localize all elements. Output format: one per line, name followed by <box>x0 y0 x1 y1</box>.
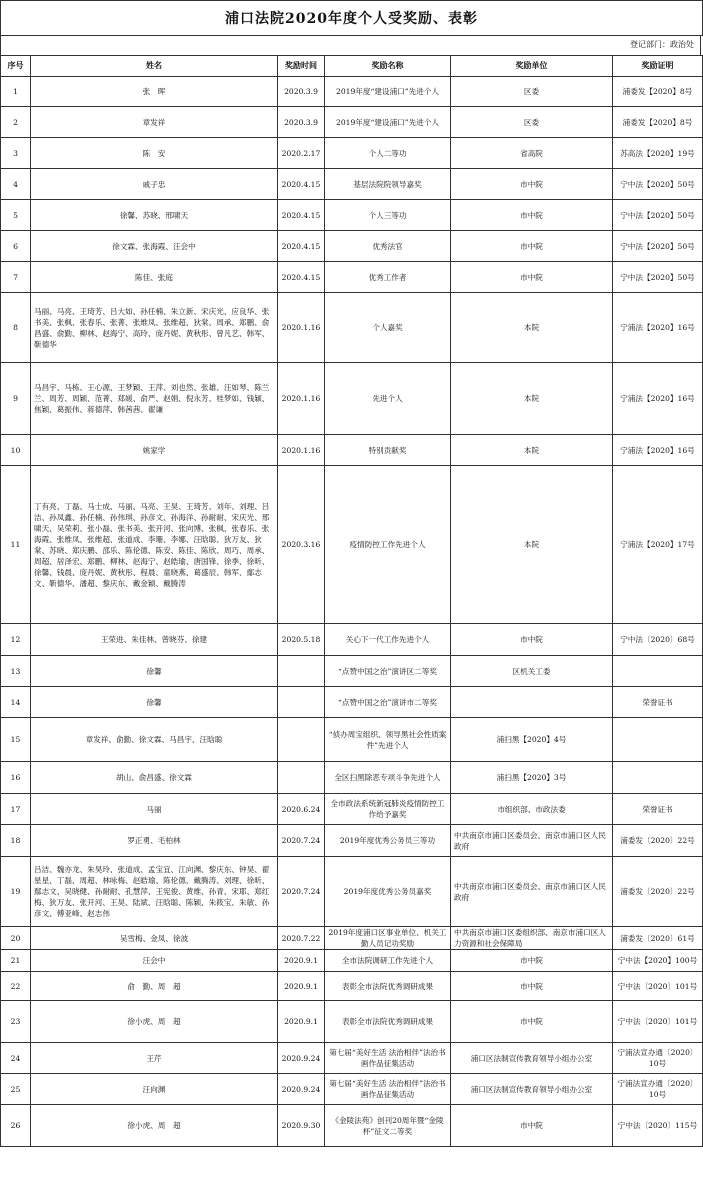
header-proof: 奖励证明 <box>613 56 703 77</box>
cell-no: 22 <box>1 972 31 1001</box>
table-row <box>1 687 703 718</box>
cell-name: 章发祥、俞勤、徐文霖、马昌宇、汪晗聪 <box>31 718 278 762</box>
cell-proof: 宁中法【2020】50号 <box>613 262 703 293</box>
cell-proof: 宁浦法宣办通〔2020〕10号 <box>613 1074 703 1105</box>
cell-unit: 市中院 <box>451 200 613 231</box>
cell-date: 2020.4.15 <box>278 262 325 293</box>
cell-award: 特别贡献奖 <box>325 435 451 466</box>
table-row <box>1 794 703 825</box>
table-row <box>1 107 703 138</box>
cell-no: 7 <box>1 262 31 293</box>
cell-proof: 宁中法〔2020〕101号 <box>613 972 703 1001</box>
cell-proof: 宁浦法宣办通〔2020〕10号 <box>613 1043 703 1074</box>
cell-date <box>278 656 325 687</box>
cell-proof: 浦委发〔2020〕22号 <box>613 857 703 927</box>
cell-proof: 宁浦法【2020】16号 <box>613 435 703 466</box>
cell-unit <box>451 687 613 718</box>
cell-award: 全区扫黑除恶专项斗争先进个人 <box>325 762 451 794</box>
cell-proof: 宁中法【2020】100号 <box>613 950 703 972</box>
cell-no: 25 <box>1 1074 31 1105</box>
cell-proof: 宁中法【2020】50号 <box>613 200 703 231</box>
cell-proof: 浦委发〔2020〕22号 <box>613 825 703 857</box>
cell-no: 4 <box>1 169 31 200</box>
cell-no: 1 <box>1 77 31 107</box>
cell-unit: 省高院 <box>451 138 613 169</box>
cell-no: 23 <box>1 1001 31 1043</box>
cell-unit: 市中院 <box>451 231 613 262</box>
cell-date: 2020.7.24 <box>278 857 325 927</box>
cell-proof <box>613 762 703 794</box>
cell-date: 2020.3.9 <box>278 107 325 138</box>
cell-proof <box>613 656 703 687</box>
cell-proof: 宁浦法【2020】17号 <box>613 466 703 624</box>
cell-no: 15 <box>1 718 31 762</box>
table-header-row <box>1 56 703 77</box>
table-row <box>1 293 703 363</box>
page-title: 浦口法院2020年度个人受奖励、表彰 <box>0 0 703 36</box>
cell-award: 优秀法官 <box>325 231 451 262</box>
table-row <box>1 262 703 293</box>
cell-proof: 宁中法〔2020〕101号 <box>613 1001 703 1043</box>
cell-proof: 宁浦法【2020】16号 <box>613 363 703 435</box>
cell-name: 吕洁、魏亦龙、朱昊玲、张道成、孟宝宜、江向渊、黎庆东、钟昊、翟星星、丁磊、周超、林咏梅、赵皓瑜、陈伦德、戴腾涛、刘理、徐昕、鄢志文、吴晓健、孙耐耐、孔慧萍、王宪俊、黄维、孙青、宋耶、郑红梅、狄万友、张开河、王昊、陆斌、汪晗聪、陈颖、朱筱宝、朱敏、孙彦文、傅亚峰、赵志伟 <box>31 857 278 927</box>
cell-no: 11 <box>1 466 31 624</box>
cell-no: 9 <box>1 363 31 435</box>
cell-award: 2019年度优秀公务员嘉奖 <box>325 857 451 927</box>
cell-unit: 市中院 <box>451 950 613 972</box>
cell-name: 章发祥 <box>31 107 278 138</box>
cell-name: 戚子忠 <box>31 169 278 200</box>
cell-award: 表彰全市法院优秀调研成果 <box>325 1001 451 1043</box>
table-row <box>1 200 703 231</box>
cell-award: 先进个人 <box>325 363 451 435</box>
cell-date: 2020.4.15 <box>278 200 325 231</box>
cell-name: 胡山、俞昌盛、徐文霖 <box>31 762 278 794</box>
cell-name: 张 晖 <box>31 77 278 107</box>
table-row <box>1 718 703 762</box>
cell-date: 2020.6.24 <box>278 794 325 825</box>
awards-table <box>0 55 703 1147</box>
table-row <box>1 624 703 656</box>
table-row <box>1 231 703 262</box>
cell-name: 汪向渊 <box>31 1074 278 1105</box>
cell-unit: 中共南京市浦口区委员会、南京市浦口区人民政府 <box>451 857 613 927</box>
cell-proof: 荣誉证书 <box>613 794 703 825</box>
cell-date: 2020.1.16 <box>278 293 325 363</box>
cell-date: 2020.9.24 <box>278 1043 325 1074</box>
cell-no: 16 <box>1 762 31 794</box>
cell-award: 2019年度浦口区事业单位、机关工勤人员记功奖励 <box>325 927 451 950</box>
cell-name: 俞 勤、周 超 <box>31 972 278 1001</box>
cell-unit: 本院 <box>451 435 613 466</box>
cell-no: 20 <box>1 927 31 950</box>
table-row <box>1 1105 703 1147</box>
table-row <box>1 762 703 794</box>
cell-date: 2020.1.16 <box>278 435 325 466</box>
cell-unit: 市组织部、市政法委 <box>451 794 613 825</box>
cell-proof: 浦委发【2020】8号 <box>613 107 703 138</box>
cell-unit: 市中院 <box>451 1105 613 1147</box>
cell-name: 陈佳、张庭 <box>31 262 278 293</box>
cell-award: 第七届“美好生活 法治相伴”法治书画作品征集活动 <box>325 1074 451 1105</box>
cell-unit: 本院 <box>451 466 613 624</box>
cell-no: 2 <box>1 107 31 138</box>
cell-unit: 浦口区法制宣传教育领导小组办公室 <box>451 1074 613 1105</box>
cell-unit: 区委 <box>451 77 613 107</box>
cell-no: 19 <box>1 857 31 927</box>
cell-unit: 本院 <box>451 363 613 435</box>
cell-proof: 浦委发【2020】8号 <box>613 77 703 107</box>
registration-department: 登记部门：政治处 <box>0 35 701 55</box>
cell-date: 2020.5.18 <box>278 624 325 656</box>
table-row <box>1 1043 703 1074</box>
cell-unit: 市中院 <box>451 1001 613 1043</box>
cell-award: 全市法院调研工作先进个人 <box>325 950 451 972</box>
table-row <box>1 972 703 1001</box>
cell-name: 王荣进、朱佳林、曾晓芬、徐建 <box>31 624 278 656</box>
cell-unit: 市中院 <box>451 624 613 656</box>
cell-date: 2020.9.1 <box>278 1001 325 1043</box>
cell-name: 陈 安 <box>31 138 278 169</box>
cell-date: 2020.9.30 <box>278 1105 325 1147</box>
cell-unit: 本院 <box>451 293 613 363</box>
cell-date: 2020.4.15 <box>278 169 325 200</box>
cell-unit: 区委 <box>451 107 613 138</box>
cell-name: 罗正勇、毛柏林 <box>31 825 278 857</box>
cell-unit: 区机关工委 <box>451 656 613 687</box>
table-row <box>1 77 703 107</box>
cell-award: 《金陵法苑》创刊20周年暨“金陵杯”征文二等奖 <box>325 1105 451 1147</box>
cell-name: 王芹 <box>31 1043 278 1074</box>
cell-unit: 浦口区法制宣传教育领导小组办公室 <box>451 1043 613 1074</box>
cell-proof: 荣誉证书 <box>613 687 703 718</box>
cell-no: 12 <box>1 624 31 656</box>
cell-proof: 浦委发〔2020〕61号 <box>613 927 703 950</box>
table-row <box>1 927 703 950</box>
table-row <box>1 950 703 972</box>
table-row <box>1 435 703 466</box>
cell-award: “侦办周宝组织、领导黑社会性质案件”先进个人 <box>325 718 451 762</box>
table-row <box>1 138 703 169</box>
table-row <box>1 825 703 857</box>
cell-no: 10 <box>1 435 31 466</box>
cell-name: 徐文霖、张海霞、汪会中 <box>31 231 278 262</box>
cell-award: 个人二等功 <box>325 138 451 169</box>
cell-award: “点赞中国之治”演讲市二等奖 <box>325 687 451 718</box>
cell-unit: 中共南京市浦口区委员会、南京市浦口区人民政府 <box>451 825 613 857</box>
cell-proof: 宁浦法【2020】16号 <box>613 293 703 363</box>
cell-no: 21 <box>1 950 31 972</box>
cell-name: 汪会中 <box>31 950 278 972</box>
cell-date: 2020.9.1 <box>278 972 325 1001</box>
table-row <box>1 656 703 687</box>
cell-award: 关心下一代工作先进个人 <box>325 624 451 656</box>
cell-proof: 宁中法【2020】50号 <box>613 169 703 200</box>
header-no: 序号 <box>1 56 31 77</box>
cell-award: 基层法院院领导嘉奖 <box>325 169 451 200</box>
header-name: 姓名 <box>31 56 278 77</box>
cell-no: 17 <box>1 794 31 825</box>
cell-unit: 浦扫黑【2020】4号 <box>451 718 613 762</box>
cell-award: 疫情防控工作先进个人 <box>325 466 451 624</box>
cell-name: 徐馨、苏晓、邢啸天 <box>31 200 278 231</box>
cell-date: 2020.1.16 <box>278 363 325 435</box>
cell-no: 8 <box>1 293 31 363</box>
cell-proof: 苏高法【2020】19号 <box>613 138 703 169</box>
cell-name: 徐小虎、周 超 <box>31 1105 278 1147</box>
cell-no: 18 <box>1 825 31 857</box>
cell-name: 徐小虎、周 超 <box>31 1001 278 1043</box>
cell-date: 2020.9.24 <box>278 1074 325 1105</box>
cell-no: 14 <box>1 687 31 718</box>
cell-award: 优秀工作者 <box>325 262 451 293</box>
cell-unit: 浦扫黑【2020】3号 <box>451 762 613 794</box>
cell-award: 2019年度“建设浦口”先进个人 <box>325 77 451 107</box>
cell-no: 3 <box>1 138 31 169</box>
cell-award: 全市政法系统新冠肺炎疫情防控工作给予嘉奖 <box>325 794 451 825</box>
cell-date: 2020.7.24 <box>278 825 325 857</box>
cell-award: 2019年度“建设浦口”先进个人 <box>325 107 451 138</box>
cell-date: 2020.7.22 <box>278 927 325 950</box>
table-row <box>1 363 703 435</box>
cell-unit: 市中院 <box>451 262 613 293</box>
cell-date: 2020.2.17 <box>278 138 325 169</box>
cell-proof: 宁中法【2020】50号 <box>613 231 703 262</box>
cell-name: 姚家学 <box>31 435 278 466</box>
header-unit: 奖励单位 <box>451 56 613 77</box>
cell-proof: 宁中法〔2020〕115号 <box>613 1105 703 1147</box>
cell-unit: 市中院 <box>451 972 613 1001</box>
cell-proof: 宁中法〔2020〕68号 <box>613 624 703 656</box>
cell-no: 26 <box>1 1105 31 1147</box>
cell-award: 个人嘉奖 <box>325 293 451 363</box>
cell-date: 2020.4.15 <box>278 231 325 262</box>
table-row <box>1 169 703 200</box>
cell-name: 马丽、马亮、王琦芳、吕大如、孙任楠、朱立新、宋庆光、应良华、张书美、张枫、张春乐、张菁、张维凤、张维超、狄棠、周承、郑鹏、俞昌盛、俞勤、柳林、赵海宁、高玲、庞丹妮、黄秋彤、曾凡艺、韩军、靳德华 <box>31 293 278 363</box>
cell-date: 2020.9.1 <box>278 950 325 972</box>
cell-no: 13 <box>1 656 31 687</box>
cell-award: 第七届“美好生活 法治相伴”法治书画作品征集活动 <box>325 1043 451 1074</box>
table-row <box>1 857 703 927</box>
cell-no: 24 <box>1 1043 31 1074</box>
table-row <box>1 1074 703 1105</box>
cell-award: 表彰全市法院优秀调研成果 <box>325 972 451 1001</box>
cell-unit: 市中院 <box>451 169 613 200</box>
cell-unit: 中共南京市浦口区委组织部、南京市浦口区人力资源和社会保障局 <box>451 927 613 950</box>
cell-name: 徐馨 <box>31 656 278 687</box>
cell-date: 2020.3.16 <box>278 466 325 624</box>
cell-no: 6 <box>1 231 31 262</box>
cell-name: 丁有亮、丁磊、马士成、马丽、马亮、王昊、王琦芳、刘年、刘理、吕洁、孙凤鑫、孙任楠、孙伟琪、孙彦文、孙海洋、孙耐耐、宋庆光、邢啸天、吴荣莉、张小磊、张书美、张开河、张向博、张枫、张春乐、张海霞、张维凤、张维超、张道成、李珊、李娜、汪晗聪、狄万友、狄棠、苏晓、郑庆鹏、邵乐、陈伦德、陈安、陈佳、陈欣、周巧、周承、周超、居泽宏、郑鹏、柳林、赵海宁、赵皓瑜、唐国锋、徐季、徐昕、徐馨、钱晨、庞丹妮、黄秋彤、程晨、童晓燕、葛盛辰、韩军、鄢志文、靳德华、潘超、黎庆东、戴金颖、戴腾涛 <box>31 466 278 624</box>
cell-name: 马昌宇、马栋、王心源、王梦颖、王萍、刘也然、张雄、汪如琴、陈兰兰、周芳、周颖、范菁、郑媛、俞严、赵娟、倪永芳、桂梦如、钱颖、焦颖、葛振伟、蒋德萍、韩茜茜、翟谦 <box>31 363 278 435</box>
cell-name: 吴雪梅、金凤、徐波 <box>31 927 278 950</box>
cell-no: 5 <box>1 200 31 231</box>
cell-award: 个人三等功 <box>325 200 451 231</box>
table-row <box>1 1001 703 1043</box>
cell-date <box>278 762 325 794</box>
cell-award: 2019年度优秀公务员三等功 <box>325 825 451 857</box>
cell-date <box>278 718 325 762</box>
cell-award: “点赞中国之治”演讲区二等奖 <box>325 656 451 687</box>
cell-proof <box>613 718 703 762</box>
cell-name: 马丽 <box>31 794 278 825</box>
table-row <box>1 466 703 624</box>
cell-date: 2020.3.9 <box>278 77 325 107</box>
header-award: 奖励名称 <box>325 56 451 77</box>
header-date: 奖励时间 <box>278 56 325 77</box>
cell-date <box>278 687 325 718</box>
cell-name: 徐馨 <box>31 687 278 718</box>
